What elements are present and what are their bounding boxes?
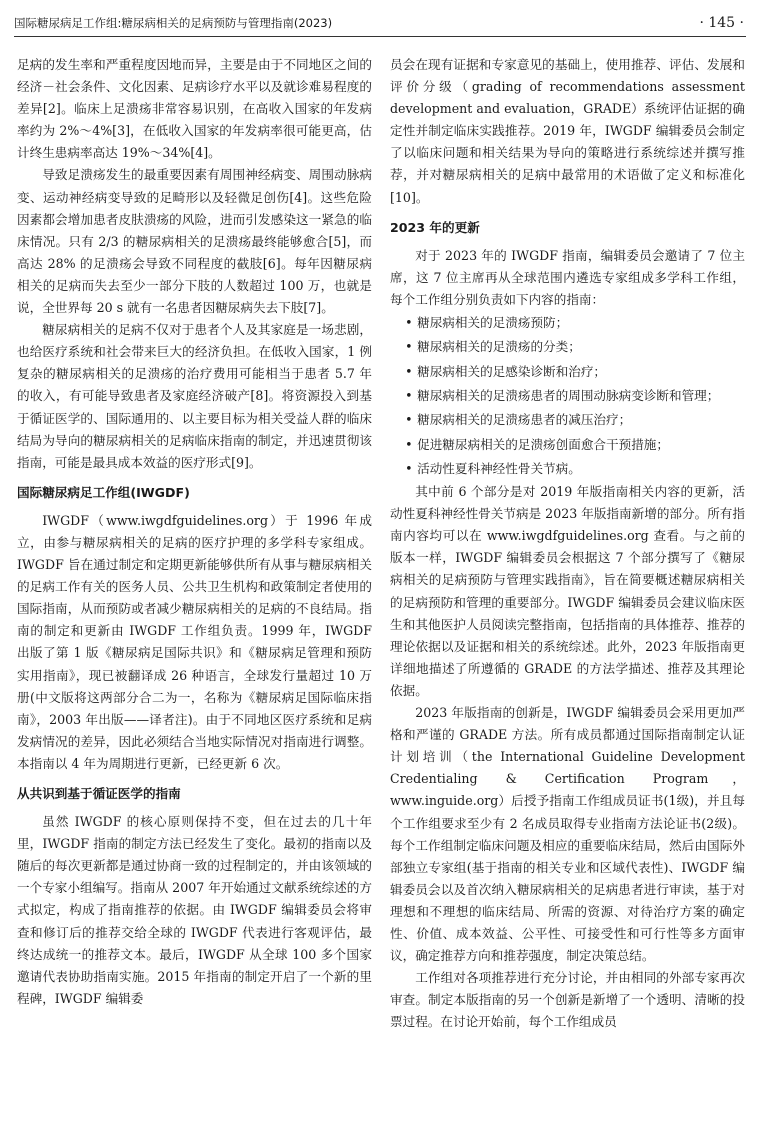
bullet-icon: •: [405, 436, 413, 452]
bullet-icon: •: [405, 412, 413, 428]
bullet-icon: •: [405, 387, 413, 403]
page-number: · 145 ·: [699, 15, 744, 31]
paragraph-intro: 足病的发生率和严重程度因地而异，主要是由于不同地区之间的经济－社会条件、文化因素、足病诊疗水平以及就诊难易程度的差异[2]。临床上足溃疡非常容易识别，在高收入国家的年发病率约为 2%～4%[3]，在低收入国家的年发病率很可能更高，估计终生患病率高达 19%～34%[4]。: [17, 57, 372, 161]
list-item: • 促进糖尿病相关的足溃疡创面愈合干预措施；: [390, 433, 745, 457]
bullet-icon: •: [405, 363, 413, 379]
paragraph-update: 对于 2023 年的 IWGDF 指南，编辑委员会邀请了 7 位主席，这 7 位主席再从全球范围内遴选专家组成多学科工作组，每个工作组分别负责如下内容的指南：: [390, 247, 745, 307]
paragraph-evidence: 虽然 IWGDF 的核心原则保持不变，但在过去的几十年里，IWGDF 指南的制定方法已经发生了变化。最初的指南以及随后的每次更新都是通过协商一致的过程制定的，并由该领域的一个专家小组编写。指南从 2007 年开始通过文献系统综述的方式拟定，构成了指南推荐的依据。由 IWGDF 编辑委员会将审查和修订后的推荐交给全球的 IWGDF 代表进行客观评估，最终达成统一的推荐文本。最后，IWGDF 从全球 100 多个国家邀请代表协助指南实施。2015 年指南的制定开启了一个新的里程碑，IWGDF 编辑委: [17, 814, 372, 1006]
paragraph-burden: 糖尿病相关的足病不仅对于患者个人及其家庭是一场悲剧，也给医疗系统和社会带来巨大的经济负担。在低收入国家，1 例复杂的糖尿病相关的足溃疡的治疗费用可能相当于患者 5.7 年的收入，有可能导致患者及家庭经济破产[8]。将资源投入到基于循证医学的、国际通用的、以主要目标为相关受益人群的临床结局为导向的糖尿病相关的足病临床指南的制定，并迅速贯彻该指南，可能是最具成本效益的医疗形式[9]。: [17, 322, 372, 470]
paragraph-causes: 导致足溃疡发生的最重要因素有周围神经病变、周围动脉病变、运动神经病变导致的足畸形以及轻微足创伤[4]。这些危险因素都会增加患者皮肤溃疡的风险，进而引发感染这一紧急的临床情况。只有 2/3 的糖尿病相关的足溃疡最终能够愈合[5]，而高达 28% 的足溃疡会导致不同程度的截肢[6]。每年因糖尿病相关的足病而失去至少一部分下肢的人数超过 100 万，也就是说，全世界每 20 s 就有一名患者因糖尿病失去下肢[7]。: [17, 167, 372, 316]
list-item: • 糖尿病相关的足溃疡的分类；: [390, 335, 745, 359]
paragraph-voting: 工作组对各项推荐进行充分讨论，并由相同的外部专家再次审查。制定本版指南的另一个创新是新增了一个透明、清晰的投票过程。在讨论开始前，每个工作组成员: [390, 970, 745, 1030]
section-heading-evidence: 从共识到基于循证医学的指南: [17, 786, 181, 801]
paragraph-iwgdf: IWGDF（www.iwgdfguidelines.org）于 1996 年成立，由参与糖尿病相关的足病的医疗护理的多学科专家组成。IWGDF 旨在通过制定和定期更新能够供所有从事与糖尿病相关的足病工作有关的医务人员、公共卫生机构和政策制定者使用的国际指南，从而预防或者减少糖尿病相关的足病的不良结局。指南的制定和更新由 IWGDF 工作组负责。1999 年，IWGDF 出版了第 1 版《糖尿病足国际共识》和《糖尿病足管理和预防实用指南》，现已被翻译成 26 种语言，全球发行量超过 10 万册(中文版将这两部分合二为一，名称为《糖尿病足国际临床指南》，2003 年出版——译者注)。由于不同地区医疗系统和足病发病情况的差异，因此必须结合当地实际情况对指南进行调整。本指南以 4 年为周期进行更新，已经更新 6 次。: [17, 512, 372, 771]
bullet-icon: •: [405, 315, 413, 331]
right-column: [390, 54, 745, 1033]
bullet-icon: •: [405, 460, 413, 476]
bullet-icon: •: [405, 339, 413, 355]
list-item: • 糖尿病相关的足溃疡患者的减压治疗；: [390, 408, 745, 432]
running-header: [14, 12, 746, 37]
list-item: • 糖尿病相关的足溃疡预防；: [390, 311, 745, 335]
list-item: • 活动性夏科神经性骨关节病。: [390, 457, 745, 481]
left-column: [17, 54, 372, 1010]
journal-running-title: 国际糖尿病足工作组:糖尿病相关的足病预防与管理指南(2023): [14, 16, 333, 30]
list-item: • 糖尿病相关的足溃疡患者的周围动脉病变诊断和管理；: [390, 384, 745, 408]
paragraph-six-parts: 其中前 6 个部分是对 2019 年版指南相关内容的更新，活动性夏科神经性骨关节病是 2023 年版指南新增的部分。所有指南内容均可以在 www.iwgdfguidelines.org 查看。与之前的版本一样，IWGDF 编辑委员会根据这 7 个部分撰写了《糖尿病相关的足病预防与管理实践指南》，旨在简要概述糖尿病相关的足病预防和管理的重要部分。IWGDF 编辑委员会建议临床医生和其他医护人员阅读完整指南，包括指南的具体推荐、推荐的理论依据以及证据和相关的系统综述。此外，2023 年版指南更详细地描述了所遵循的 GRADE 的方法学描述、推荐及其理论依据。: [390, 484, 745, 698]
list-item: • 糖尿病相关的足感染诊断和治疗；: [390, 360, 745, 384]
paragraph-continued: 员会在现有证据和专家意见的基础上，使用推荐、评估、发展和评价分级（grading of recommendations assessment development and evaluation，GRADE）系统评估证据的确定性并制定临床实践推荐。2019 年，IWGDF 编辑委员会制定了以临床问题和相关结果为导向的策略进行系统综述并撰写推荐，并对糖尿病相关的足病中最常用的术语做了定义和标准化[10]。: [390, 57, 745, 205]
guideline-topic-list: [390, 311, 745, 481]
section-heading-2023-update: 2023 年的更新: [390, 219, 480, 235]
paragraph-innovation: 2023 年版指南的创新是，IWGDF 编辑委员会采用更加严格和严谨的 GRADE 方法。所有成员都通过国际指南制定认证计划培训（the International Guideline Development Credentialing & Certification Program，www.inguide.org）后授予指南工作组成员证书(1级)，并且每个工作组要求至少有 2 名成员取得专业指南方法论证书(2级)。每个工作组制定临床问题及相应的重要临床结局，然后由国际外部独立专家组(基于指南的相关专业和区域代表性)、IWGDF 编辑委员会以及首次纳入糖尿病相关的足病患者进行审读，基于对理想和不理想的临床结局、所需的资源、对待治疗方案的确定性、价值、成本效益、公平性、可接受性和可行性等多方面审议，确定推荐方向和推荐强度，制定决策总结。: [390, 705, 745, 964]
section-heading-iwgdf: 国际糖尿病足工作组(IWGDF): [17, 484, 190, 500]
